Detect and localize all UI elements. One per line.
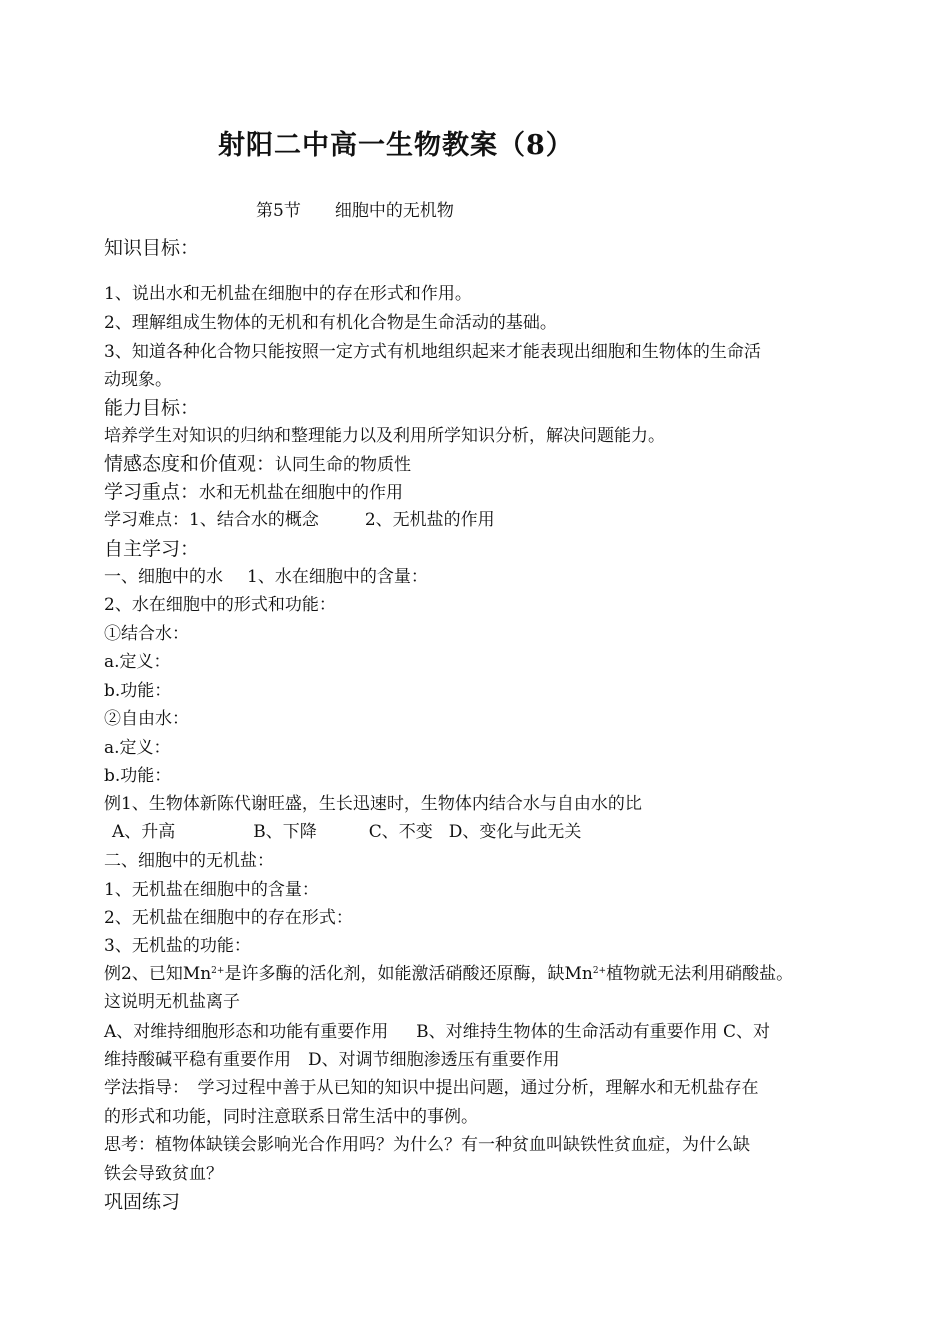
example-2-part-3: 植物就无法利用硝酸盐。: [606, 964, 794, 984]
example-2-sup-2: 2+: [592, 966, 607, 976]
knowledge-goals-heading: 知识目标：: [104, 237, 200, 259]
example-2-question: [104, 962, 793, 986]
thinking-line-2: 铁会导致贫血？: [104, 1164, 223, 1184]
emotion-label: 情感态度和价值观：: [104, 453, 276, 475]
water-line: [104, 565, 428, 589]
ability-goals-text: 培养学生对知识的归纳和整理能力以及利用所学知识分析，解决问题能力。: [104, 426, 665, 446]
water-heading: 一、细胞中的水: [104, 567, 223, 587]
key-point-line: [104, 480, 403, 505]
example-2-line-2: 这说明无机盐离子: [104, 992, 240, 1012]
salts-function: 3、无机盐的功能：: [104, 936, 251, 956]
section-heading: [256, 196, 454, 221]
example-2-options-1: A、对维持细胞形态和功能有重要作用 B、对维持生物体的生命活动有重要作用 C、对: [104, 1022, 770, 1042]
example-1-options: [112, 820, 581, 844]
example-1-option-b: B、下降: [253, 822, 317, 842]
page-title: 射阳二中高一生物教案（8）: [218, 130, 574, 161]
section-name: 细胞中的无机物: [334, 201, 454, 221]
free-water-definition: a.定义：: [104, 738, 171, 758]
self-study-heading: 自主学习：: [104, 538, 200, 560]
example-2-options-2: 维持酸碱平稳有重要作用 D、对调节细胞渗透压有重要作用: [104, 1050, 560, 1070]
emotion-text: 认同生命的物质性: [275, 455, 412, 475]
emotion-line: [104, 452, 411, 477]
example-2-part-1: 例2、已知Mn: [104, 964, 212, 984]
free-water-function: b.功能：: [104, 766, 172, 786]
salts-content: 1、无机盐在细胞中的含量：: [104, 880, 319, 900]
salts-form: 2、无机盐在细胞中的存在形式：: [104, 908, 353, 928]
difficulty-label: 学习难点：: [104, 510, 189, 530]
bound-water-function: b.功能：: [104, 681, 172, 701]
example-1-question: 例1、生物体新陈代谢旺盛，生长迅速时，生物体内结合水与自由水的比: [104, 794, 642, 814]
key-point-text: 水和无机盐在细胞中的作用: [199, 483, 404, 503]
example-1-option-c: C、不变: [368, 822, 433, 842]
key-point-label: 学习重点：: [104, 481, 200, 503]
thinking-line-1: 思考：植物体缺镁会影响光合作用吗？为什么？有一种贫血叫缺铁性贫血症，为什么缺: [104, 1135, 750, 1155]
knowledge-goal-2: 2、理解组成生物体的无机和有机化合物是生命活动的基础。: [104, 313, 557, 333]
difficulty-line: [104, 508, 495, 532]
example-2-sup-1: 2+: [211, 966, 225, 976]
difficulty-item-2: 2、无机盐的作用: [364, 510, 495, 530]
water-forms: 2、水在细胞中的形式和功能：: [104, 595, 336, 615]
knowledge-goal-3: 3、知道各种化合物只能按照一定方式有机地组织起来才能表现出细胞和生物体的生命活: [104, 342, 761, 362]
practice-heading: 巩固练习: [104, 1191, 181, 1213]
example-1-option-d: D、变化与此无关: [448, 822, 582, 842]
example-1-option-a: A、升高: [112, 822, 176, 842]
salts-heading: 二、细胞中的无机盐：: [104, 851, 274, 871]
bound-water: ①结合水：: [104, 624, 189, 644]
knowledge-goal-1: 1、说出水和无机盐在细胞中的存在形式和作用。: [104, 284, 472, 304]
knowledge-goal-3-cont: 动现象。: [104, 370, 172, 390]
ability-goals-heading: 能力目标：: [104, 397, 200, 419]
guidance-line-1: 学法指导： 学习过程中善于从已知的知识中提出问题，通过分析，理解水和无机盐存在: [104, 1078, 759, 1098]
example-2-part-2: 是许多酶的活化剂，如能激活硝酸还原酶，缺Mn: [224, 964, 593, 984]
section-number: 第5节: [256, 201, 301, 221]
water-content: 1、水在细胞中的含量：: [247, 567, 428, 587]
difficulty-item-1: 1、结合水的概念: [189, 510, 319, 530]
guidance-line-2: 的形式和功能，同时注意联系日常生活中的事例。: [104, 1107, 478, 1127]
free-water: ②自由水：: [104, 709, 189, 729]
bound-water-definition: a.定义：: [104, 652, 171, 672]
